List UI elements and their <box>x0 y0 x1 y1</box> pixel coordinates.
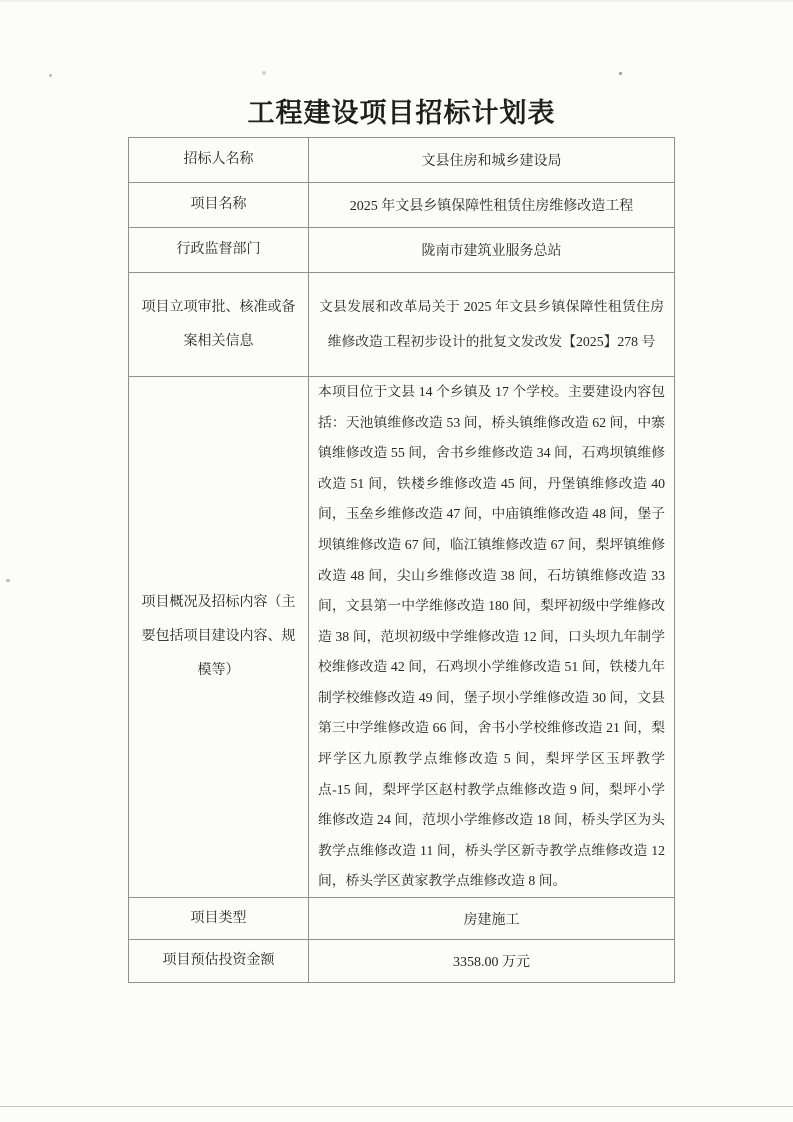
estimated-investment-label-cell <box>129 940 309 982</box>
scan-edge-bottom <box>0 1106 793 1107</box>
project-name-label: 项目名称 <box>190 197 247 212</box>
table-row-bidder-name <box>129 138 674 182</box>
scan-speck <box>619 72 622 75</box>
scan-edge-top <box>0 0 793 2</box>
supervision-dept-label: 行政监督部门 <box>176 242 261 257</box>
table-row-supervision-dept <box>129 227 674 272</box>
scan-speck <box>49 74 52 77</box>
project-type-value-cell <box>309 898 674 939</box>
project-overview-label-cell <box>129 377 309 897</box>
project-type-label: 项目类型 <box>190 910 247 926</box>
project-overview-value: 本项目位于文县 14 个乡镇及 17 个学校。主要建设内容包括：天池镇维修改造 53 间，桥头镇维修改造 62 间，中寨镇维修改造 55 间，舍书乡维修改造 34 间，石鸡坝镇维修改造 51 间，铁楼乡维修改造 45 间，丹堡镇维修改造 40 间，玉垒乡维修改造 47 间，中庙镇维修改造 48 间，堡子坝镇维修改造 67 间，临江镇维修改造 67 间，梨坪镇维修改造 48 间，尖山乡维修改造 38 间，石坊镇维修改造 33 间，文县第一中学维修改造 180 间，梨坪初级中学维修改造 38 间，范坝初级中学维修改造 12 间，口头坝九年制学校维修改造 42 间，石鸡坝小学维修改造 51 间，铁楼九年制学校维修改造 49 间，堡子坝小学维修改造 30 间，文县第三中学维修改造 66 间，舍书小学校维修改造 21 间，梨坪学区九原教学点维修改造 5 间，梨坪学区玉坪教学点-15 间，梨坪学区赵村教学点维修改造 9 间，梨坪小学维修改造 24 间，范坝小学维修改造 18 间，桥头学区为头教学点维修改造 11 间，桥头学区新寺教学点维修改造 12 间，桥头学区黄家教学点维修改造 8 间。 <box>318 383 665 889</box>
project-overview-label: 项目概况及招标内容（主要包括项目建设内容、规模等） <box>141 595 296 678</box>
table-row-project-type <box>129 897 674 939</box>
project-name-value-cell <box>309 183 674 227</box>
scan-speck <box>262 71 266 75</box>
approval-info-value-cell <box>309 273 674 376</box>
project-name-value: 2025 年文县乡镇保障性租赁住房维修改造工程 <box>349 199 634 214</box>
bidder-name-label: 招标人名称 <box>183 152 254 167</box>
supervision-dept-value: 陇南市建筑业服务总站 <box>421 244 562 259</box>
bidding-plan-table <box>128 137 675 983</box>
bidder-name-value-cell <box>309 138 674 182</box>
estimated-investment-value: 3358.00 万元 <box>453 955 530 970</box>
approval-info-value: 文县发展和改革局关于 2025 年文县乡镇保障性租赁住房维修改造工程初步设计的批复文发改发【2025】278 号 <box>319 299 664 349</box>
table-row-approval-info <box>129 272 674 376</box>
project-type-value: 房建施工 <box>463 912 520 928</box>
estimated-investment-value-cell <box>309 940 674 982</box>
estimated-investment-label: 项目预估投资金额 <box>162 953 275 968</box>
supervision-dept-label-cell <box>129 228 309 272</box>
bidder-name-label-cell <box>129 138 309 182</box>
table-row-project-name <box>129 182 674 227</box>
scan-speck <box>6 579 10 582</box>
supervision-dept-value-cell <box>309 228 674 272</box>
table-row-project-overview <box>129 376 674 897</box>
table-row-estimated-investment <box>129 939 674 982</box>
project-type-label-cell <box>129 898 309 939</box>
project-overview-value-cell <box>309 377 674 897</box>
project-name-label-cell <box>129 183 309 227</box>
document-title: 工程建设项目招标计划表 <box>247 98 556 128</box>
approval-info-label-cell <box>129 273 309 376</box>
approval-info-label: 项目立项审批、核准或备案相关信息 <box>141 299 296 349</box>
bidder-name-value: 文县住房和城乡建设局 <box>421 154 562 169</box>
